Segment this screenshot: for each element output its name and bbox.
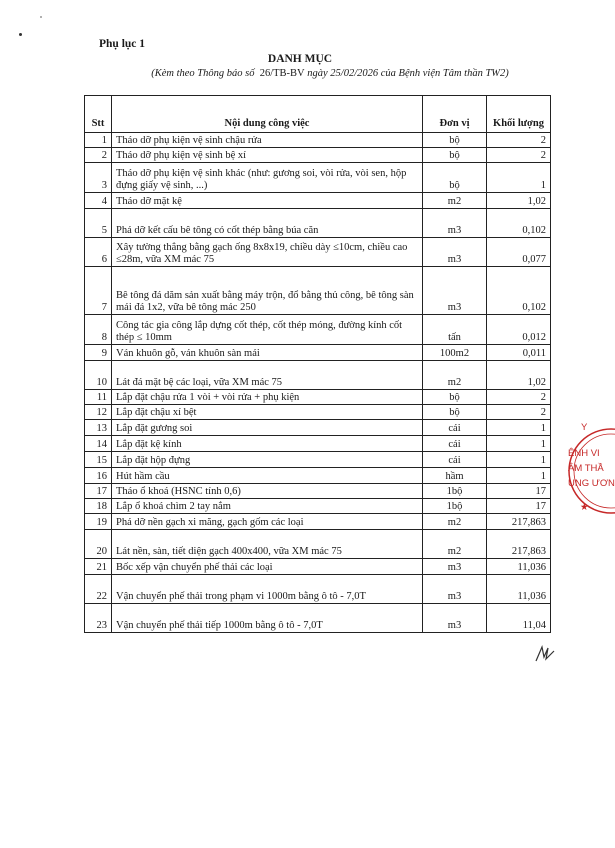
- row-content: Lắp đặt hộp đựng: [112, 452, 423, 468]
- row-content: Vận chuyển phế thải tiếp 1000m bằng ô tô - 7,0T: [112, 604, 423, 633]
- row-stt: 3: [85, 163, 112, 193]
- signature-scribble-icon: [534, 642, 556, 664]
- row-qty: 1,02: [487, 361, 551, 390]
- table-row: [85, 238, 551, 267]
- table-row: [85, 499, 551, 514]
- row-content: Vận chuyển phế thải trong phạm vi 1000m bằng ô tô - 7,0T: [112, 575, 423, 604]
- seal-text: ★: [580, 502, 589, 513]
- table-row: [85, 575, 551, 604]
- row-content: Lắp đặt chậu xí bệt: [112, 405, 423, 420]
- row-qty: 0,102: [487, 267, 551, 315]
- row-qty: 17: [487, 484, 551, 499]
- row-content: Bê tông đá dăm sản xuất bằng máy trộn, đổ bằng thủ công, bê tông sàn mái đá 1x2, vữa bê tông mác 250: [112, 267, 423, 315]
- row-unit: 1bộ: [423, 499, 487, 514]
- table-row: [85, 514, 551, 530]
- row-stt: 13: [85, 420, 112, 436]
- table-row: [85, 530, 551, 559]
- row-stt: 2: [85, 148, 112, 163]
- row-unit: m2: [423, 193, 487, 209]
- row-unit: bộ: [423, 390, 487, 405]
- header-content: Nội dung công việc: [112, 96, 423, 133]
- table-header-row: [85, 96, 551, 133]
- table-row: [85, 163, 551, 193]
- row-stt: 5: [85, 209, 112, 238]
- row-qty: 1: [487, 436, 551, 452]
- row-unit: m3: [423, 238, 487, 267]
- table-row: [85, 193, 551, 209]
- row-stt: 8: [85, 315, 112, 345]
- table-row: [85, 315, 551, 345]
- row-content: Tháo dỡ phụ kiện vệ sinh khác (như: gương soi, vòi rửa, vòi sen, hộp đựng giấy vệ sinh, ...): [112, 163, 423, 193]
- table-row: [85, 484, 551, 499]
- row-unit: hầm: [423, 468, 487, 484]
- row-qty: 0,011: [487, 345, 551, 361]
- row-content: Tháo dỡ phụ kiện vệ sinh bệ xí: [112, 148, 423, 163]
- red-seal-stamp: [567, 418, 615, 524]
- row-unit: m3: [423, 575, 487, 604]
- row-stt: 15: [85, 452, 112, 468]
- row-content: Lắp đặt chậu rửa 1 vòi + vòi rửa + phụ kiện: [112, 390, 423, 405]
- row-stt: 9: [85, 345, 112, 361]
- row-qty: 11,036: [487, 575, 551, 604]
- row-content: Xây tường thẳng bằng gạch ống 8x8x19, chiều dày ≤10cm, chiều cao ≤28m, vữa XM mác 75: [112, 238, 423, 267]
- table-row: [85, 559, 551, 575]
- row-content: Tháo dỡ mặt kệ: [112, 193, 423, 209]
- seal-text: ỆNH VI: [568, 448, 600, 459]
- row-unit: m3: [423, 209, 487, 238]
- seal-text: Y: [581, 422, 588, 433]
- page-title: DANH MỤC: [267, 53, 333, 65]
- row-content: Công tác gia công lắp dựng cốt thép, cốt thép móng, đường kính cốt thép ≤ 10mm: [112, 315, 423, 345]
- row-qty: 0,102: [487, 209, 551, 238]
- row-stt: 6: [85, 238, 112, 267]
- row-content: Hút hầm cầu: [112, 468, 423, 484]
- row-unit: bộ: [423, 163, 487, 193]
- row-stt: 7: [85, 267, 112, 315]
- row-qty: 1,02: [487, 193, 551, 209]
- row-stt: 20: [85, 530, 112, 559]
- row-stt: 21: [85, 559, 112, 575]
- row-qty: 217,863: [487, 530, 551, 559]
- subtitle-suffix: ngày 25/02/2026 của Bệnh viện Tâm thần TW2): [307, 68, 509, 79]
- row-content: Ván khuôn gỗ, ván khuôn sàn mái: [112, 345, 423, 361]
- row-stt: 1: [85, 133, 112, 148]
- row-qty: 217,863: [487, 514, 551, 530]
- table-row: [85, 133, 551, 148]
- scan-mark: [40, 16, 42, 18]
- row-qty: 2: [487, 390, 551, 405]
- table-row: [85, 468, 551, 484]
- row-unit: m2: [423, 530, 487, 559]
- seal-text: UNG ƯƠN: [568, 478, 615, 489]
- row-stt: 17: [85, 484, 112, 499]
- appendix-label: Phụ lục 1: [99, 38, 146, 50]
- row-unit: bộ: [423, 148, 487, 163]
- row-unit: bộ: [423, 405, 487, 420]
- row-content: Phá dỡ nền gạch xi măng, gạch gốm các loại: [112, 514, 423, 530]
- row-unit: tấn: [423, 315, 487, 345]
- work-items-table: [84, 95, 551, 633]
- header-stt: Stt: [85, 96, 112, 133]
- row-unit: m3: [423, 604, 487, 633]
- row-stt: 18: [85, 499, 112, 514]
- row-qty: 2: [487, 148, 551, 163]
- row-unit: m2: [423, 514, 487, 530]
- row-unit: cái: [423, 452, 487, 468]
- row-stt: 14: [85, 436, 112, 452]
- row-unit: 1bộ: [423, 484, 487, 499]
- scan-mark: [19, 33, 22, 36]
- subtitle: [60, 68, 600, 79]
- table-body: [85, 133, 551, 633]
- row-qty: 11,04: [487, 604, 551, 633]
- row-qty: 1: [487, 420, 551, 436]
- table-row: [85, 436, 551, 452]
- table-row: [85, 405, 551, 420]
- row-unit: cái: [423, 420, 487, 436]
- row-qty: 2: [487, 133, 551, 148]
- row-stt: 12: [85, 405, 112, 420]
- table-row: [85, 345, 551, 361]
- header-unit: Đơn vị: [423, 96, 487, 133]
- notice-number: 26/TB-BV: [259, 68, 305, 79]
- table-row: [85, 390, 551, 405]
- table-row: [85, 148, 551, 163]
- row-qty: 1: [487, 452, 551, 468]
- row-content: Lát nền, sàn, tiết diện gạch 400x400, vữa XM mác 75: [112, 530, 423, 559]
- row-unit: m2: [423, 361, 487, 390]
- row-stt: 19: [85, 514, 112, 530]
- row-qty: 1: [487, 468, 551, 484]
- row-qty: 11,036: [487, 559, 551, 575]
- subtitle-prefix: (Kèm theo Thông báo số: [151, 68, 255, 79]
- table-row: [85, 209, 551, 238]
- row-unit: 100m2: [423, 345, 487, 361]
- row-content: Lắp đặt gương soi: [112, 420, 423, 436]
- row-unit: cái: [423, 436, 487, 452]
- row-qty: 0,077: [487, 238, 551, 267]
- header-qty: Khối lượng: [487, 96, 551, 133]
- row-qty: 2: [487, 405, 551, 420]
- row-content: Tháo ổ khoá (HSNC tính 0,6): [112, 484, 423, 499]
- row-stt: 10: [85, 361, 112, 390]
- table-row: [85, 452, 551, 468]
- row-stt: 22: [85, 575, 112, 604]
- row-stt: 23: [85, 604, 112, 633]
- row-content: Tháo dỡ phụ kiện vệ sinh chậu rửa: [112, 133, 423, 148]
- row-unit: m3: [423, 559, 487, 575]
- table-row: [85, 361, 551, 390]
- row-qty: 1: [487, 163, 551, 193]
- row-qty: 0,012: [487, 315, 551, 345]
- row-stt: 4: [85, 193, 112, 209]
- table-row: [85, 604, 551, 633]
- row-content: Lắp đặt kệ kính: [112, 436, 423, 452]
- row-unit: m3: [423, 267, 487, 315]
- table-row: [85, 267, 551, 315]
- row-unit: bộ: [423, 133, 487, 148]
- row-content: Bốc xếp vận chuyển phế thải các loại: [112, 559, 423, 575]
- table-row: [85, 420, 551, 436]
- row-content: Lát đá mặt bệ các loại, vữa XM mác 75: [112, 361, 423, 390]
- seal-text: ÂM THẦ: [568, 463, 604, 474]
- row-content: Lắp ổ khoá chìm 2 tay nắm: [112, 499, 423, 514]
- row-qty: 17: [487, 499, 551, 514]
- row-stt: 16: [85, 468, 112, 484]
- row-stt: 11: [85, 390, 112, 405]
- row-content: Phá dỡ kết cấu bê tông có cốt thép bằng búa căn: [112, 209, 423, 238]
